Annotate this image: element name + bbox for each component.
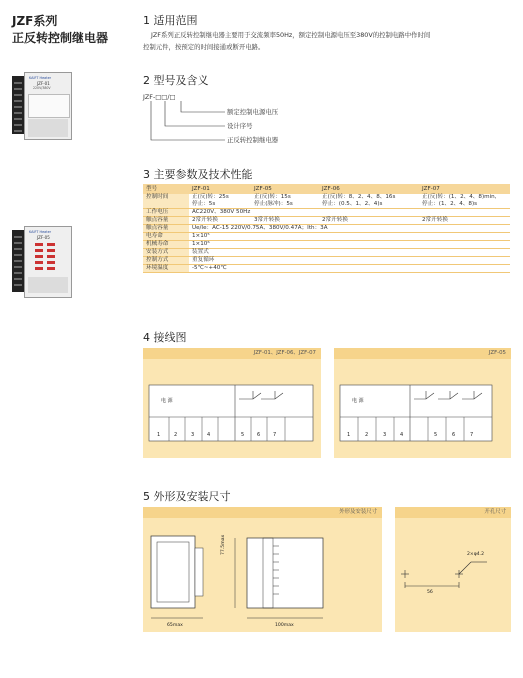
wiring-panel-right bbox=[334, 348, 511, 458]
relay-photo-1: KAIFT Heater JZF-01 220V/380V bbox=[12, 68, 76, 142]
hole-spec: 2×φ4.2 bbox=[467, 552, 485, 557]
table-row-key: 控制时间 bbox=[143, 194, 189, 209]
table-cell: 正(反)转：(1、2、4、8)min, 停止：(1、2、4、8)s bbox=[419, 194, 510, 209]
table-cell: 1×10⁵ bbox=[189, 233, 510, 241]
table-cell: 重复循环 bbox=[189, 257, 510, 265]
dim-width-65: 65max bbox=[167, 623, 183, 628]
table-row bbox=[143, 209, 510, 217]
wiring-panel-left bbox=[143, 348, 321, 458]
table-cell: 2常开转换 bbox=[319, 217, 419, 225]
terminal-number: 7 bbox=[470, 432, 474, 438]
dim-height-77: 77.5max bbox=[221, 534, 226, 555]
table-row bbox=[143, 241, 510, 249]
section-3-heading: 3 主要参数及技术性能 bbox=[143, 168, 253, 181]
terminal-number: 4 bbox=[400, 432, 404, 438]
series-title: JZF系列 bbox=[12, 14, 58, 28]
table-cell: 1×10⁶ bbox=[189, 241, 510, 249]
dimension-panel bbox=[143, 507, 382, 632]
table-header-cell: 型号 bbox=[143, 184, 189, 194]
table-row-key: 触点容量 bbox=[143, 217, 189, 225]
terminal-number: 5 bbox=[434, 432, 438, 438]
table-row-key: 安装方式 bbox=[143, 249, 189, 257]
terminal-number: 3 bbox=[191, 432, 195, 438]
table-header-cell: JZF-07 bbox=[419, 184, 510, 194]
product-name: 正反转控制继电器 bbox=[12, 31, 109, 45]
dimension-title: 外形及安装尺寸 bbox=[143, 507, 382, 518]
table-cell: 装置式 bbox=[189, 249, 510, 257]
table-header-cell: JZF-06 bbox=[319, 184, 419, 194]
table-row-key: 触点容量 bbox=[143, 225, 189, 233]
terminal-number: 7 bbox=[273, 432, 277, 438]
table-row bbox=[143, 257, 510, 265]
model-leader-lines bbox=[143, 99, 233, 149]
model-meaning-3: 正反转控制继电器 bbox=[227, 136, 279, 144]
wiring-diagram-right bbox=[334, 359, 511, 458]
table-row-key: 控制方式 bbox=[143, 257, 189, 265]
model-code: JZF-□□/□ bbox=[143, 93, 176, 101]
terminal-number: 1 bbox=[157, 432, 161, 438]
section-2-heading: 2 型号及含义 bbox=[143, 74, 209, 87]
terminal-number: 2 bbox=[365, 432, 369, 438]
scope-text-2: 控制元件，按预定的时间接通或断开电路。 bbox=[143, 43, 265, 51]
terminal-number: 2 bbox=[174, 432, 178, 438]
terminal-number: 6 bbox=[452, 432, 456, 438]
terminal-number: 4 bbox=[207, 432, 211, 438]
wiring-diagram-left bbox=[143, 359, 321, 458]
wiring-left-title: JZF-01、JZF-06、JZF-07 bbox=[143, 348, 321, 359]
power-label-right: 电 源 bbox=[352, 398, 364, 404]
table-row bbox=[143, 249, 510, 257]
section-1-heading: 1 适用范围 bbox=[143, 14, 198, 27]
table-header-cell: JZF-01 bbox=[189, 184, 251, 194]
spec-table bbox=[143, 184, 510, 273]
cutout-drawing bbox=[395, 518, 511, 632]
dim-width-100: 100max bbox=[275, 623, 294, 628]
table-cell: 正(反)转：8、2、4、8、16s 停止：(0.5、1、2、4)s bbox=[319, 194, 419, 209]
wiring-right-title: JZF-05 bbox=[334, 348, 511, 359]
terminal-number: 3 bbox=[383, 432, 387, 438]
table-row-key: 电寿命 bbox=[143, 233, 189, 241]
table-cell: 正(反)转：25s 停止：5s bbox=[189, 194, 251, 209]
scope-text-1: JZF系列正反转控制继电器主要用于交流频率50Hz，额定控制电源电压至380V的控制电路中作时间 bbox=[151, 31, 431, 39]
dimension-drawing bbox=[143, 518, 382, 632]
table-row-key: 环境温度 bbox=[143, 265, 189, 273]
table-cell: 2常开转换 bbox=[419, 217, 510, 225]
power-label-left: 电 源 bbox=[161, 398, 173, 404]
table-row bbox=[143, 225, 510, 233]
table-cell: AC220V、380V 50Hz bbox=[189, 209, 510, 217]
table-header-cell: JZF-05 bbox=[251, 184, 319, 194]
table-row-key: 机械寿命 bbox=[143, 241, 189, 249]
table-cell: 3常开转换 bbox=[251, 217, 319, 225]
model-meaning-1: 额定控制电源电压 bbox=[227, 108, 279, 116]
section-5-heading: 5 外形及安装尺寸 bbox=[143, 490, 231, 503]
terminal-number: 5 bbox=[241, 432, 245, 438]
table-cell: 2常开转换 bbox=[189, 217, 251, 225]
table-row bbox=[143, 265, 510, 273]
section-4-heading: 4 接线图 bbox=[143, 331, 187, 344]
table-cell: Ue/Ie：AC-15 220V/0.75A、380V/0.47A；Ith：3A bbox=[189, 225, 510, 233]
table-row bbox=[143, 233, 510, 241]
relay-photo-2: KAIFT Heater JZF-05 bbox=[12, 224, 76, 300]
table-row-key: 工作电压 bbox=[143, 209, 189, 217]
model-meaning-2: 设计序号 bbox=[227, 122, 253, 130]
table-row bbox=[143, 194, 510, 209]
cutout-title: 开孔尺寸 bbox=[395, 507, 511, 518]
table-row bbox=[143, 217, 510, 225]
terminal-number: 6 bbox=[257, 432, 261, 438]
cutout-panel bbox=[395, 507, 511, 632]
dim-56: 56 bbox=[427, 590, 433, 595]
table-cell: 正(反)转：15s 停止(脉冲)：5s bbox=[251, 194, 319, 209]
terminal-number: 1 bbox=[347, 432, 351, 438]
table-cell: -5℃~+40℃ bbox=[189, 265, 510, 273]
